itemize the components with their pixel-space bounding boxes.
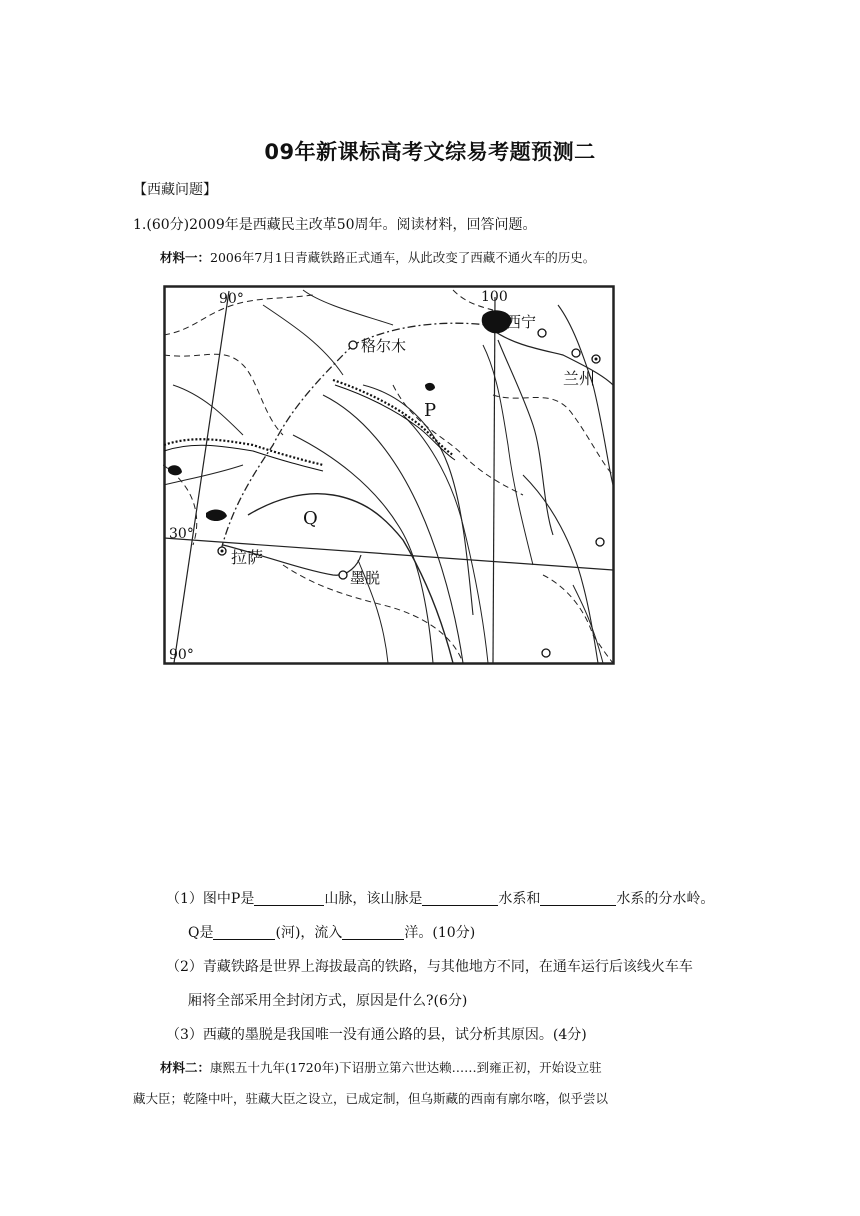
material-1 xyxy=(160,248,595,266)
qinghai-tibet-map xyxy=(163,285,616,666)
label-p: P xyxy=(424,400,437,421)
q1-part-f: (河)，流入 xyxy=(275,925,343,941)
lon-100-label: 100 xyxy=(481,289,508,305)
q1-part-e: Q是 xyxy=(188,925,214,941)
answer-blank-water-system-1[interactable] xyxy=(422,891,498,906)
material-2 xyxy=(133,1052,760,1114)
material-1-text: 2006年7月1日青藏铁路正式通车，从此改变了西藏不通火车的历史。 xyxy=(210,250,596,265)
city-label-lanzhou: 兰州 xyxy=(563,369,596,388)
material-2-line-1: 康熙五十九年(1720年)下诏册立第六世达赖……到雍正初，开始设立驻 xyxy=(210,1060,602,1075)
question-1-intro: 1.(60分)2009年是西藏民主改革50周年。阅读材料，回答问题。 xyxy=(133,217,537,233)
material-1-label: 材料一： xyxy=(160,250,211,265)
subquestion-3: （3）西藏的墨脱是我国唯一没有通公路的县，试分析其原因。(4分) xyxy=(166,1027,587,1043)
material-2-label: 材料二： xyxy=(160,1060,211,1075)
lat-30-label: 30° xyxy=(169,526,194,542)
material-2-line-2: 藏大臣；乾隆中叶，驻藏大臣之设立，已成定制，但乌斯藏的西南有廓尔喀，似乎尝以 xyxy=(133,1091,609,1106)
city-label-lhasa: 拉萨 xyxy=(231,548,264,567)
document-title: 09年新课标高考文综易考题预测二 xyxy=(264,140,596,164)
lon-90-top-label: 90° xyxy=(219,291,244,307)
subquestion-1-line-1 xyxy=(166,888,714,908)
answer-blank-mountain[interactable] xyxy=(254,891,324,906)
label-q: Q xyxy=(303,508,318,529)
city-label-medog: 墨脱 xyxy=(350,569,381,587)
subquestion-2-line-1: （2）青藏铁路是世界上海拔最高的铁路，与其他地方不同，在通车运行后该线火车车 xyxy=(166,959,693,975)
answer-blank-water-system-2[interactable] xyxy=(540,891,616,906)
lon-90-bottom-label: 90° xyxy=(169,647,194,663)
q1-part-b: 山脉，该山脉是 xyxy=(324,891,423,907)
q1-part-g: 洋。(10分) xyxy=(404,925,476,941)
city-label-golmud: 格尔木 xyxy=(361,337,407,355)
section-heading: 【西藏问题】 xyxy=(133,182,217,198)
q1-part-a: （1）图中P是 xyxy=(166,891,255,907)
answer-blank-river[interactable] xyxy=(213,925,275,940)
subquestion-2-line-2: 厢将全部采用全封闭方式，原因是什么?(6分) xyxy=(188,993,468,1009)
q1-part-d: 水系的分水岭。 xyxy=(616,891,715,907)
city-label-xining: 西宁 xyxy=(506,313,537,331)
answer-blank-ocean[interactable] xyxy=(342,925,404,940)
subquestion-1-line-2 xyxy=(188,922,475,942)
q1-part-c: 水系和 xyxy=(498,891,541,907)
